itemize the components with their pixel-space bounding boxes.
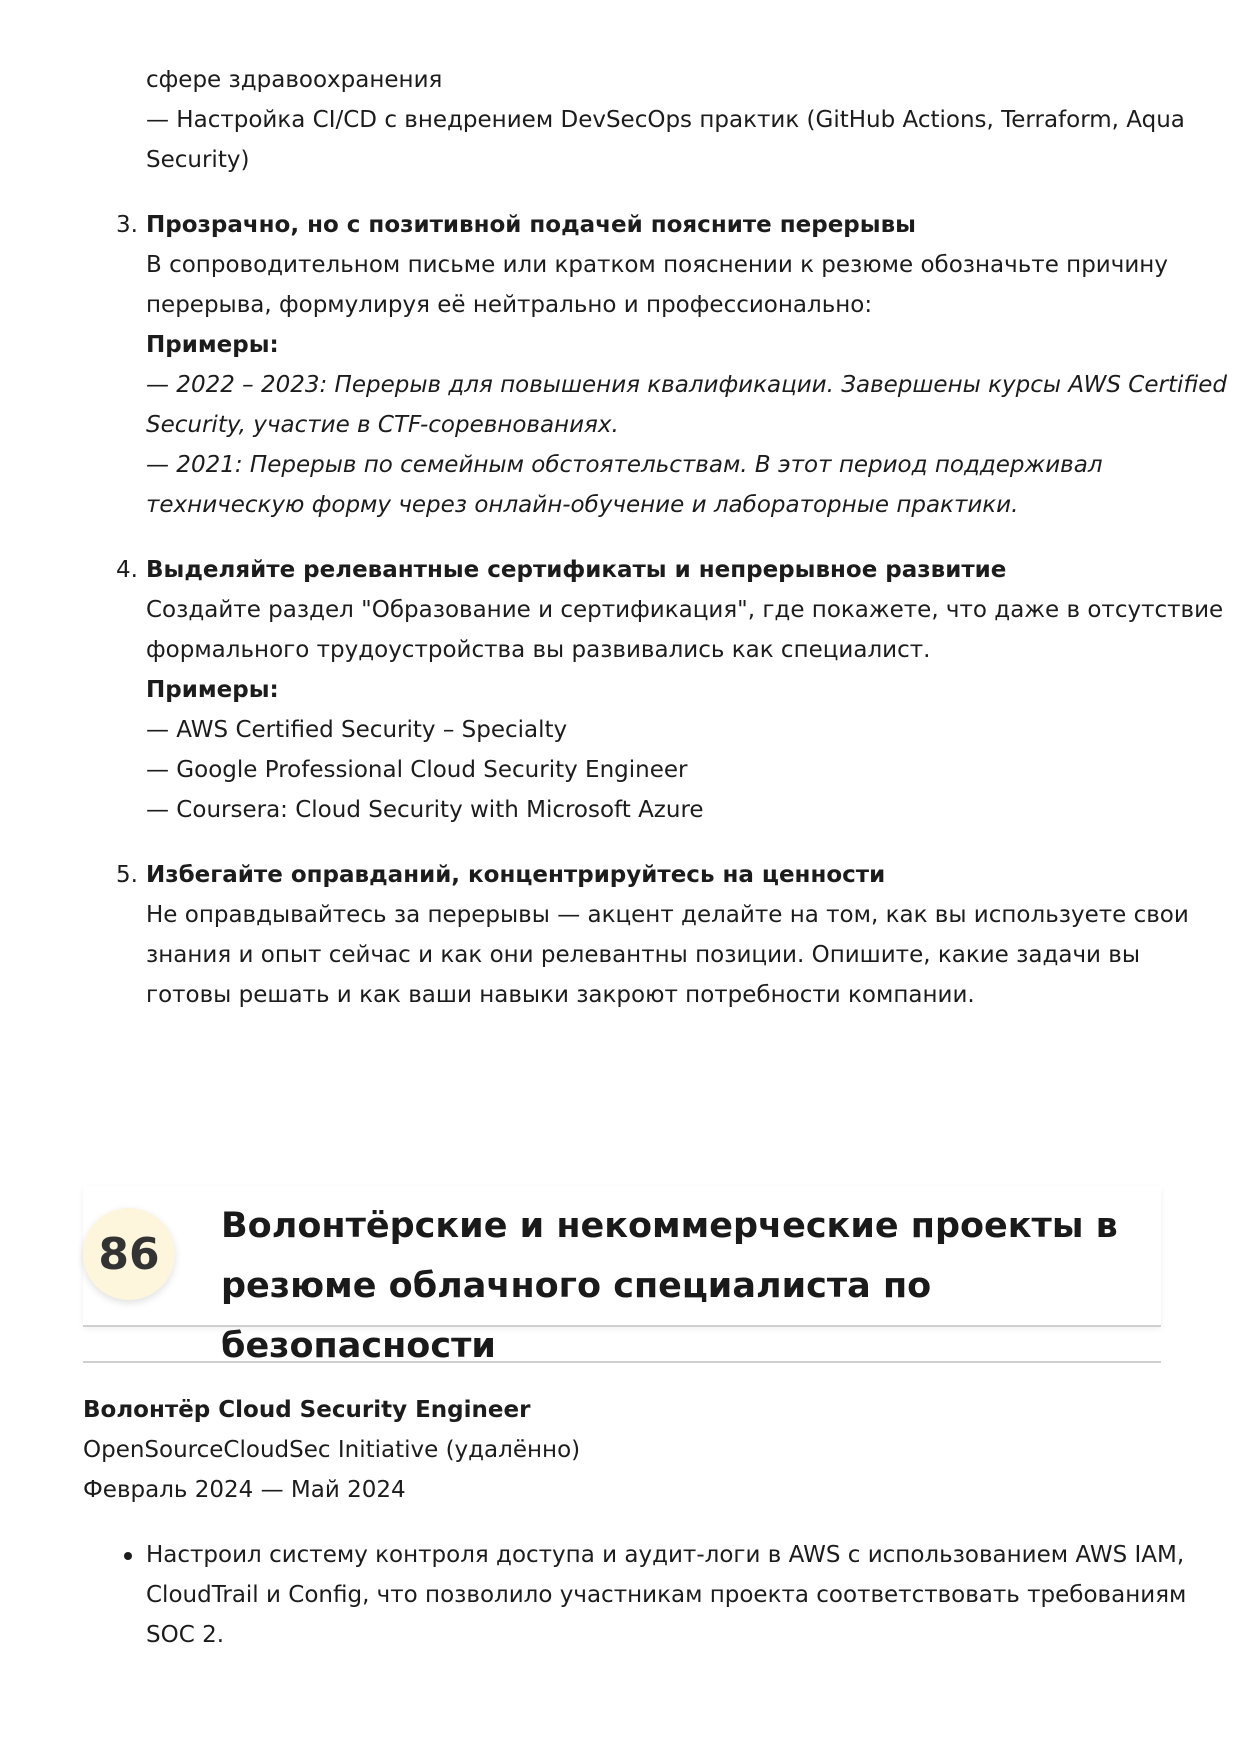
section-title <box>221 1196 1161 1376</box>
list-number: 5. <box>116 862 138 888</box>
entry-role: Волонтёр Cloud Security Engineer <box>83 1397 531 1423</box>
examples-label: Примеры: <box>146 677 279 703</box>
section-number-badge: 86 <box>83 1208 175 1300</box>
bullet-text-line: CloudTrail и Config, что позволило участникам проекта соответствовать требованиям <box>146 1582 1187 1608</box>
text-line: знания и опыт сейчас и как они релевантны позиции. Опишите, какие задачи вы <box>146 942 1141 968</box>
list-item-title: Прозрачно, но с позитивной подачей поясните перерывы <box>146 212 916 238</box>
text-line: Не оправдывайтесь за перерывы — акцент делайте на том, как вы используете свои <box>146 902 1189 928</box>
section-header <box>83 1186 1161 1366</box>
text-line: формального трудоустройства вы развивались как специалист. <box>146 637 931 663</box>
list-number: 4. <box>116 557 138 583</box>
section-title-line: резюме облачного специалиста по безопасности <box>221 1266 932 1366</box>
section-title-line: Волонтёрские и некоммерческие проекты в <box>221 1206 1118 1246</box>
example-line: — 2021: Перерыв по семейным обстоятельствам. В этот период поддерживал <box>146 452 1103 478</box>
text-line: — Настройка CI/CD с внедрением DevSecOps практик (GitHub Actions, Terraform, Aqua <box>146 107 1185 133</box>
example-line: Security, участие в CTF-соревнованиях. <box>146 412 619 438</box>
entry-period: Февраль 2024 — Май 2024 <box>83 1477 406 1503</box>
entry-org: OpenSourceCloudSec Initiative (удалённо) <box>83 1437 581 1463</box>
list-item-title: Избегайте оправданий, концентрируйтесь на ценности <box>146 862 886 888</box>
text-line: В сопроводительном письме или кратком пояснении к резюме обозначьте причину <box>146 252 1168 278</box>
example-line: — AWS Certified Security – Specialty <box>146 717 568 743</box>
example-line: техническую форму через онлайн-обучение и лабораторные практики. <box>146 492 1019 518</box>
list-number: 3. <box>116 212 138 238</box>
text-line: Создайте раздел "Образование и сертификация", где покажете, что даже в отсутствие <box>146 597 1224 623</box>
text-line: Security) <box>146 147 250 173</box>
text-line: перерыва, формулируя её нейтрально и профессионально: <box>146 292 873 318</box>
bullet-text-line: SOC 2. <box>146 1622 225 1648</box>
example-line: — 2022 – 2023: Перерыв для повышения квалификации. Завершены курсы AWS Certified <box>146 372 1227 398</box>
text-line: сфере здравоохранения <box>146 67 443 93</box>
list-item-title: Выделяйте релевантные сертификаты и непрерывное развитие <box>146 557 1007 583</box>
example-line: — Google Professional Cloud Security Engineer <box>146 757 688 783</box>
text-line: готовы решать и как ваши навыки закроют потребности компании. <box>146 982 975 1008</box>
example-line: — Coursera: Cloud Security with Microsoft Azure <box>146 797 704 823</box>
examples-label: Примеры: <box>146 332 279 358</box>
bullet-dot <box>124 1552 132 1560</box>
bullet-text-line: Настроил систему контроля доступа и аудит-логи в AWS с использованием AWS IAM, <box>146 1542 1185 1568</box>
divider <box>83 1361 1161 1363</box>
